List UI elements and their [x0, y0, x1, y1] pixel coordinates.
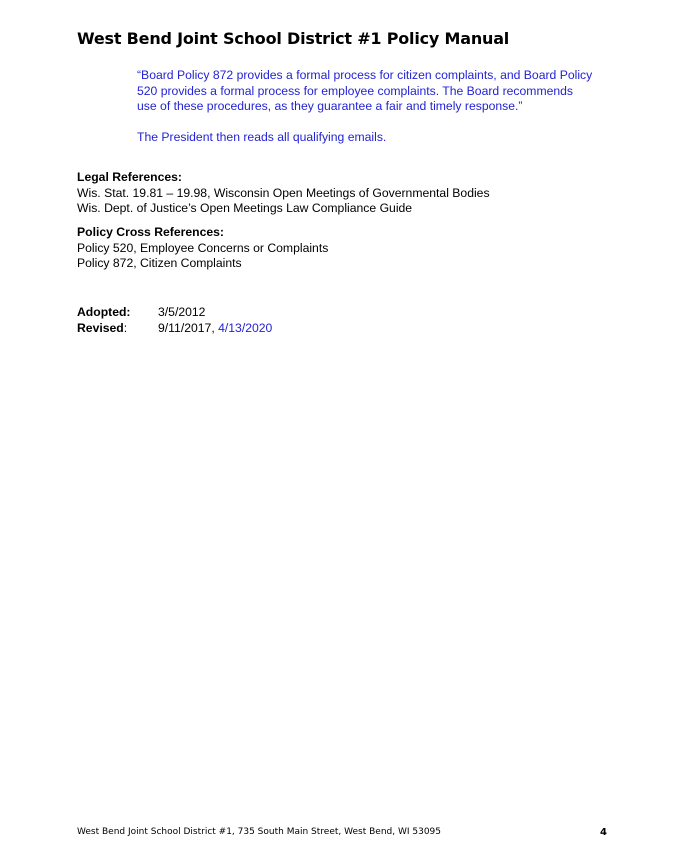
dates-section: [77, 305, 272, 336]
legal-reference-item: Wis. Dept. of Justice’s Open Meetings Law Compliance Guide: [77, 201, 413, 215]
revised-colon: :: [123, 320, 128, 335]
cross-references-heading: Policy Cross References:: [77, 225, 224, 239]
cross-references-section: [77, 225, 328, 272]
quote-text: [137, 68, 607, 115]
revised-value: [158, 321, 272, 337]
footer-address: West Bend Joint School District #1, 735 South Main Street, West Bend, WI 53095: [77, 827, 441, 837]
adopted-row: [77, 305, 272, 321]
legal-reference-item: Wis. Stat. 19.81 – 19.98, Wisconsin Open Meetings of Governmental Bodies: [77, 185, 490, 200]
quote-line-2: 520 provides a formal process for employee complaints. The Board recommends: [137, 83, 574, 98]
page-title: West Bend Joint School District #1 Policy Manual: [77, 29, 510, 48]
revision-quote-block: [137, 68, 607, 145]
revised-new-date: 4/13/2020: [218, 320, 273, 335]
cross-reference-item: Policy 520, Employee Concerns or Complaints: [77, 240, 329, 255]
adopted-value: 3/5/2012: [158, 305, 206, 319]
page-number: 4: [600, 827, 607, 838]
legal-references-heading: Legal References:: [77, 170, 182, 184]
revised-label-wrap: [77, 321, 158, 337]
quote-line-1: “Board Policy 872 provides a formal process for citizen complaints, and Board Policy: [137, 68, 593, 82]
quote-followup: The President then reads all qualifying emails.: [137, 129, 387, 144]
quote-line-3: use of these procedures, as they guarantee a fair and timely response.”: [137, 99, 523, 114]
cross-reference-item: Policy 872, Citizen Complaints: [77, 256, 242, 270]
revised-dates: 9/11/2017,: [158, 320, 215, 335]
revised-label: Revised: [77, 320, 124, 335]
legal-references-section: [77, 170, 490, 217]
adopted-label: Adopted:: [77, 305, 131, 319]
page-footer: [77, 827, 607, 838]
revised-row: [77, 321, 272, 337]
